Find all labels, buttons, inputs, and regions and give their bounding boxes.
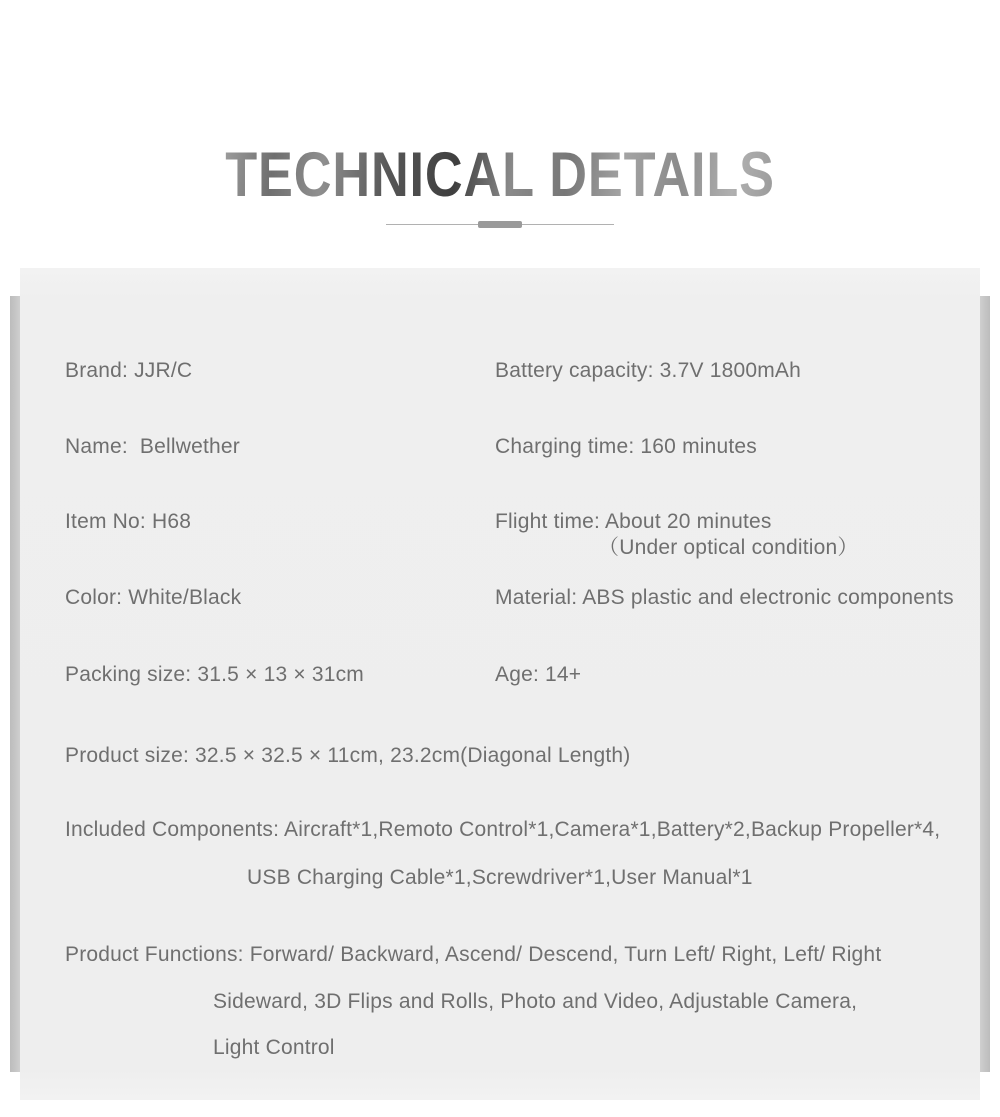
spec-age: Age: 14+ — [495, 663, 582, 686]
spec-flight-time: Flight time: About 20 minutes — [495, 510, 772, 533]
page-title-text: TECHNICAL DETAILS — [225, 140, 775, 210]
panel-right-shadow-edge — [980, 296, 990, 1072]
panel-left-shadow-edge — [10, 296, 20, 1072]
spec-included-components-line1: Included Components: Aircraft*1,Remoto Control*1,Camera*1,Battery*2,Backup Propeller*4, — [65, 818, 941, 841]
spec-product-functions-line2: Sideward, 3D Flips and Rolls, Photo and Video, Adjustable Camera, — [213, 990, 858, 1013]
spec-charging-time: Charging time: 160 minutes — [495, 435, 757, 458]
spec-battery-capacity: Battery capacity: 3.7V 1800mAh — [495, 359, 801, 382]
spec-color: Color: White/Black — [65, 586, 242, 609]
page-title — [0, 140, 1000, 210]
spec-included-components-line2: USB Charging Cable*1,Screwdriver*1,User Manual*1 — [247, 866, 753, 889]
spec-item-no: Item No: H68 — [65, 510, 192, 533]
spec-packing-size: Packing size: 31.5 × 13 × 31cm — [65, 663, 365, 686]
spec-flight-time-note: （Under optical condition） — [598, 536, 859, 559]
specs-panel — [20, 268, 980, 1100]
title-divider — [386, 221, 614, 228]
divider-thick-bar — [478, 221, 522, 228]
spec-name: Name: Bellwether — [65, 435, 240, 458]
spec-material: Material: ABS plastic and electronic components — [495, 586, 954, 609]
spec-brand: Brand: JJR/C — [65, 359, 193, 382]
spec-product-size: Product size: 32.5 × 32.5 × 11cm, 23.2cm(Diagonal Length) — [65, 744, 631, 767]
spec-product-functions-line3: Light Control — [213, 1036, 335, 1059]
spec-product-functions-line1: Product Functions: Forward/ Backward, Ascend/ Descend, Turn Left/ Right, Left/ Right — [65, 943, 882, 966]
